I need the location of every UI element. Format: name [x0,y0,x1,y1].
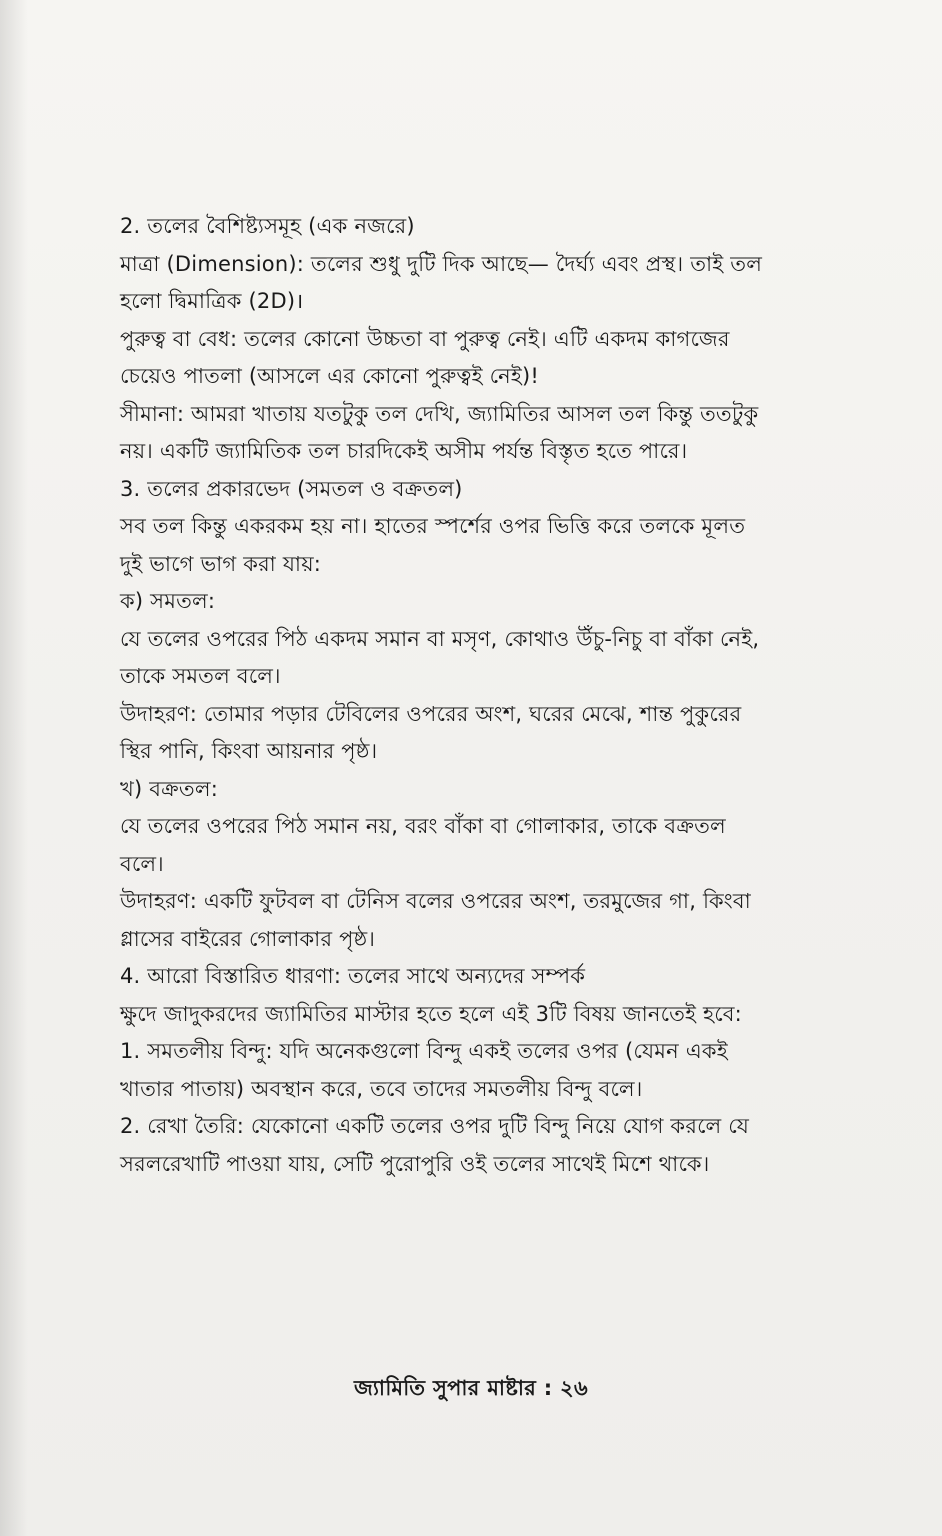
page-footer: জ্যামিতি সুপার মাষ্টার : ২৬ [354,1376,588,1400]
text-line: সরলরেখাটি পাওয়া যায়, সেটি পুরোপুরি ওই তলের সাথেই মিশে থাকে। [120,1151,710,1176]
text-line: উদাহরণ: একটি ফুটবল বা টেনিস বলের ওপরের অংশ, তরমুজের গা, কিংবা [120,889,751,913]
text-line: 2. রেখা তৈরি: যেকোনো একটি তলের ওপর দুটি বিন্দু নিয়ে যোগ করলে যে [120,1114,750,1138]
subsection-ka-heading: ক) সমতল: [120,589,216,613]
text-line: পুরুত্ব বা বেধ: তলের কোনো উচ্চতা বা পুরুত্ব নেই। এটি একদম কাগজের [120,326,730,351]
text-line: সীমানা: আমরা খাতায় যতটুকু তল দেখি, জ্যামিতির আসল তল কিন্তু ততটুকু [120,401,759,426]
section-2-heading: 2. তলের বৈশিষ্ট্যসমূহ (এক নজরে) [120,214,415,238]
text-line: বলে। [120,851,164,876]
subsection-kha-heading: খ) বক্রতল: [120,776,218,801]
text-line: গ্লাসের বাইরের গোলাকার পৃষ্ঠ। [120,926,376,951]
text-line: যে তলের ওপরের পিঠ সমান নয়, বরং বাঁকা বা গোলাকার, তাকে বক্রতল [120,814,726,838]
text-line: ক্ষুদে জাদুকরদের জ্যামিতির মাস্টার হতে হলে এই 3টি বিষয় জানতেই হবে: [120,1001,742,1026]
page-body [120,208,820,1183]
text-line: 1. সমতলীয় বিন্দু: যদি অনেকগুলো বিন্দু একই তলের ওপর (যেমন একই [120,1039,728,1063]
text-line: স্থির পানি, কিংবা আয়নার পৃষ্ঠ। [120,739,378,763]
spine-shadow [0,0,28,1536]
text-line: খাতার পাতায়) অবস্থান করে, তবে তাদের সমতলীয় বিন্দু বলে। [120,1076,643,1101]
text-line: তাকে সমতল বলে। [120,664,281,688]
text-line: যে তলের ওপরের পিঠ একদম সমান বা মসৃণ, কোথাও উঁচু-নিচু বা বাঁকা নেই, [120,626,760,651]
text-line: চেয়েও পাতলা (আসলে এর কোনো পুরুত্বই নেই)! [120,364,539,388]
text-line: হলো দ্বিমাত্রিক (2D)। [120,289,304,313]
section-4-heading: 4. আরো বিস্তারিত ধারণা: তলের সাথে অন্যদের সম্পর্ক [120,964,586,988]
text-line: মাত্রা (Dimension): তলের শুধু দুটি দিক আছে— দৈর্ঘ্য এবং প্রস্থ। তাই তল [120,251,763,276]
text-line: উদাহরণ: তোমার পড়ার টেবিলের ওপরের অংশ, ঘরের মেঝে, শান্ত পুকুরের [120,701,742,726]
text-line: দুই ভাগে ভাগ করা যায়: [120,551,322,576]
section-3-heading: 3. তলের প্রকারভেদ (সমতল ও বক্রতল) [120,476,463,501]
text-line: নয়। একটি জ্যামিতিক তল চারদিকেই অসীম পর্যন্ত বিস্তৃত হতে পারে। [120,439,688,463]
text-line: সব তল কিন্তু একরকম হয় না। হাতের স্পর্শের ওপর ভিত্তি করে তলকে মূলত [120,514,746,538]
